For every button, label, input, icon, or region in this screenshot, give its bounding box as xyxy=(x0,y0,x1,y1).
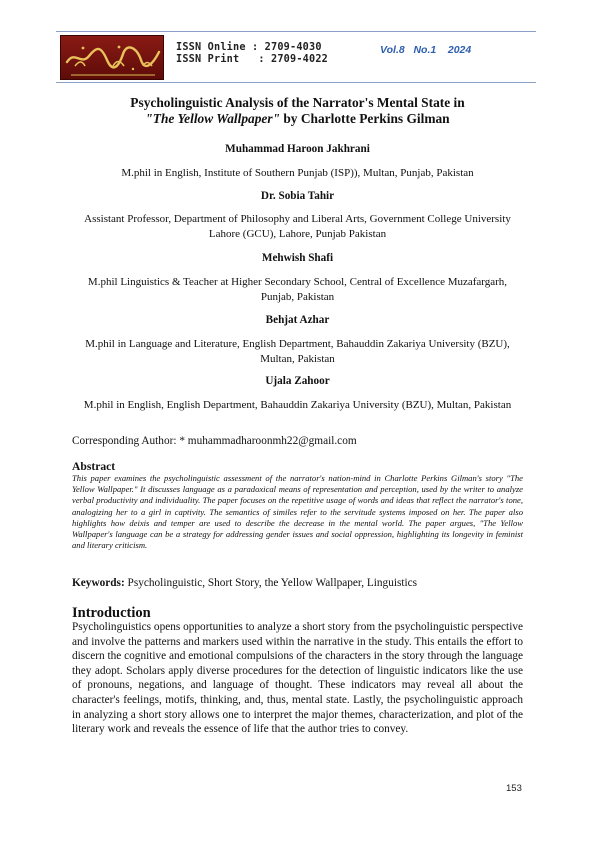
header-top-rule xyxy=(56,31,536,32)
title-line-2 xyxy=(72,111,523,127)
author-name: Dr. Sobia Tahir xyxy=(260,190,335,202)
paper-title xyxy=(72,95,523,127)
author-name: Mehwish Shafi xyxy=(261,252,334,264)
abstract-text: This paper examines the psycholinguistic assessment of the narrator's nation-mind in Charlotte Perkins Gilman's story "The Yellow Wallpaper." It discusses language as a paradoxical means of representation and perception, used by the writer to analyze verbal productivity and individuality. The paper focuses on the repetitive usage of words and ideas that reflect the narrator's tone, analogizing her to a girl in captivity. The semantics of similes refer to the servitude systems imposed on her. The paper also highlights how deixis and temper are used to describe the decrease in the mental world. The paper argues, "The Yellow Wallpaper's language can be a strategy for addressing gender issues and social oppression, highlighting its longevity in feminist and literary criticism. xyxy=(72,473,523,551)
author-name: Behjat Azhar xyxy=(265,314,330,326)
title-story-name: "The Yellow Wallpaper" xyxy=(145,111,281,126)
author-name: Muhammad Haroon Jakhrani xyxy=(225,143,370,155)
author-affiliation: Assistant Professor, Department of Philosophy and Liberal Arts, Government College University Lahore (GCU), Lahore, Punjab Pakistan xyxy=(84,213,511,240)
author-affiliation: M.phil Linguistics & Teacher at Higher Secondary School, Central of Excellence Muzafargarh, Punjab, Pakistan xyxy=(87,276,508,303)
journal-logo xyxy=(60,35,164,80)
keywords-label: Keywords: xyxy=(72,577,125,589)
title-author-part: by Charlotte Perkins Gilman xyxy=(280,111,450,126)
author-affiliation: M.phil in English, Institute of Southern Punjab (ISP)), Multan, Punjab, Pakistan xyxy=(121,167,474,179)
issn-online: ISSN Online : 2709-4030 xyxy=(176,42,322,53)
author-affiliation: M.phil in Language and Literature, English Department, Bahauddin Zakariya University (BZU), Multan, Pakistan xyxy=(85,338,510,365)
title-line-1: Psycholinguistic Analysis of the Narrator's Mental State in xyxy=(130,95,465,110)
keywords xyxy=(72,577,417,589)
journal-logo-art xyxy=(61,36,164,80)
author-affiliation: M.phil in English, English Department, Bahauddin Zakariya University (BZU), Multan, Pakistan xyxy=(83,399,512,411)
introduction-heading: Introduction xyxy=(72,605,151,621)
header-bottom-rule xyxy=(56,82,536,83)
keywords-list: Psycholinguistic, Short Story, the Yellow Wallpaper, Linguistics xyxy=(124,577,418,589)
issn-print: ISSN Print : 2709-4022 xyxy=(176,54,329,65)
abstract-heading: Abstract xyxy=(72,460,116,473)
introduction-text: Psycholinguistics opens opportunities to analyze a short story from the psycholinguistic perspective and involve the patterns and markers used within the narrative in the study. This entails the effort to discern the cognitive and emotional compulsions of the characters in the story through the language they adopt. Scholars apply diverse procedures for the detection of linguistic indicators like the use of pronouns, negations, and language of thought. These indicators may reveal all about the character's feelings, motifs, thinking, and, thus, mental state. Lastly, the psycholinguistic approach in analyzing a short story allows one to interpret the major themes, characterization, and plot of the literary work and reveals the essence of life that the author tries to convey. xyxy=(72,621,523,736)
volume-issue-year: Vol.8 No.1 2024 xyxy=(380,44,472,56)
page-number: 153 xyxy=(506,783,522,794)
corresponding-author: Corresponding Author: * muhammadharoonmh22@gmail.com xyxy=(72,435,357,447)
author-name: Ujala Zahoor xyxy=(265,375,330,387)
